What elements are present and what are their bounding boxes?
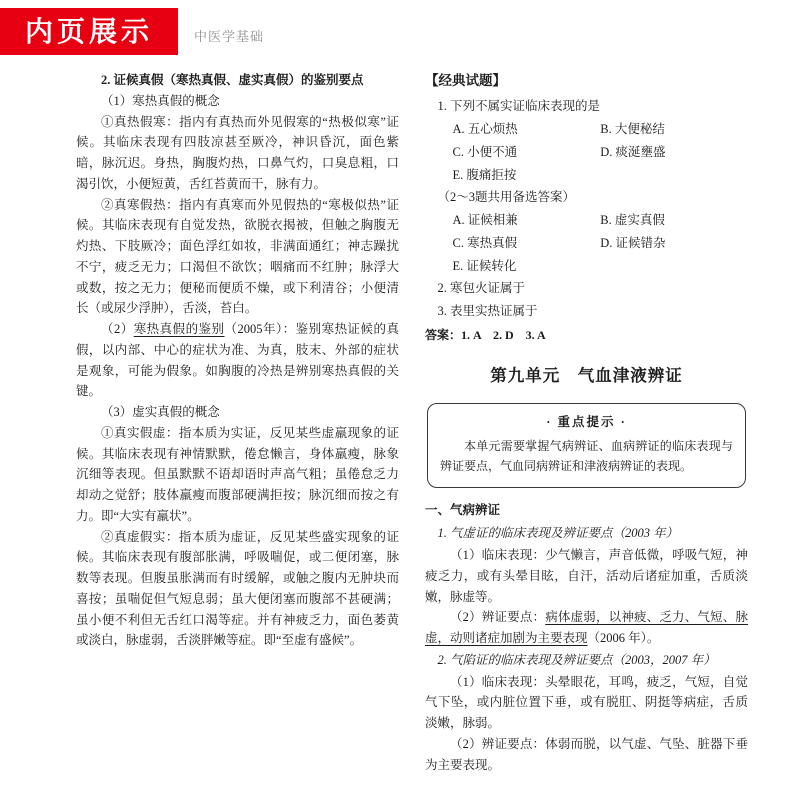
qi-deficiency-keypoints	[425, 607, 748, 649]
book-title-header: 中医学基础	[194, 29, 265, 44]
option-empty	[600, 165, 748, 186]
inner-page-badge: 内页展示	[0, 8, 178, 55]
option-row	[425, 233, 748, 254]
shared-options-note: （2～3题共用备选答案）	[437, 190, 576, 205]
text-segment: （2）	[101, 322, 134, 336]
classic-questions-header: 【经典试题】	[425, 73, 506, 88]
underlined-text-segment: 病体虚弱，以神疲、乏力、气短、脉虚，动则诸症加剧为主要表现	[425, 610, 748, 646]
option-b: B. 虚实真假	[600, 213, 665, 228]
unit-title: 第九单元 气血津液辨证	[490, 365, 683, 385]
option-row	[425, 256, 748, 277]
option-empty	[600, 256, 748, 277]
para-true-cold-false-heat: ②真寒假热：指内有真寒而外见假热的“寒极似热”证候。其临床表现有自觉发热，欲脱衣揭被，但触之胸腹无灼热、下肢厥冷；面色浮红如妆，非满面通红；神志躁扰不宁，疲乏无力；口渴但不欲饮；咽痛而不红肿；脉浮大或数，按之无力；便秘而便质不燥，或下利清谷；小便清长（或尿少浮肿），舌淡，苔白。	[76, 197, 399, 316]
left-heading: 2. 证候真假（寒热真假、虚实真假）的鉴别要点	[101, 73, 364, 87]
key-points-box	[427, 403, 746, 488]
option-a: A. 证候相兼	[452, 213, 518, 228]
question-1: 1. 下列不属实证临床表现的是	[437, 99, 601, 114]
left-sub-heading-2: （3）虚实真假的概念	[101, 405, 220, 419]
option-row	[425, 210, 748, 231]
option-e: E. 证候转化	[452, 258, 517, 273]
section-qi-disease-heading: 一、气病辨证	[425, 502, 501, 517]
option-c: C. 小便不通	[452, 144, 518, 159]
item-qi-sinking-heading: 2. 气陷证的临床表现及辨证要点（2003，2007 年）	[437, 652, 716, 667]
underlined-text-segment: 寒热真假的鉴别	[133, 322, 225, 336]
key-points-body: 本单元需要掌握气病辨证、血病辨证的临床表现与辨证要点，气血同病辨证和津液病辨证的表现。	[440, 438, 733, 474]
option-c: C. 寒热真假	[452, 235, 518, 250]
para-cold-heat-differentiation	[76, 319, 399, 402]
option-d: D. 证候错杂	[600, 235, 666, 250]
item-qi-deficiency-heading: 1. 气虚证的临床表现及辨证要点（2003 年）	[437, 526, 679, 541]
option-row	[425, 119, 748, 140]
qi-sinking-manifestation: （1）临床表现：头晕眼花，耳鸣，疲乏，气短，自觉气下坠，或内脏位置下垂，或有脱肛、阴挺等病症，舌质淡嫩，脉弱。	[425, 674, 748, 731]
option-d: D. 痰涎壅盛	[600, 144, 666, 159]
question-2: 2. 寒包火证属于	[437, 281, 526, 296]
para-true-deficiency-false-excess: ②真虚假实：指本质为虚证，反见某些盛实现象的证候。其临床表现有腹部胀满，呼吸喘促，或二便闭塞，脉数等表现。但腹虽胀满而有时缓解，或触之腹内无肿块而喜按；虽喘促但气短息弱；虽大便闭塞而腹部不甚硬满；虽小便不利但无舌红口渴等症。并有神疲乏力，面色萎黄或淡白，脉虚弱，舌淡胖嫩等症。即“至虚有盛候”。	[76, 529, 399, 648]
answers-line: 答案：1. A 2. D 3. A	[425, 327, 546, 342]
right-column	[425, 70, 748, 775]
key-points-title: · 重点提示 ·	[546, 415, 627, 430]
qi-sinking-keypoints: （2）辨证要点：体弱而脱，以气虚、气坠、脏器下垂为主要表现。	[425, 736, 748, 772]
option-row	[425, 165, 748, 186]
para-true-excess-false-deficiency: ①真实假虚：指本质为实证，反见某些虚羸现象的证候。其临床表现有神情默默，倦怠懒言，身体羸瘦，脉象沉细等表现。但虽默默不语却语时声高气粗；虽倦怠乏力却动之觉舒；肢体羸瘦而腹部硬满拒按；脉沉细而按之有力。即“大实有羸状”。	[76, 425, 399, 523]
qi-deficiency-manifestation: （1）临床表现：少气懒言，声音低微，呼吸气短，神疲乏力，或有头晕目眩，自汗，活动后诸症加重，舌质淡嫩，脉虚等。	[425, 548, 748, 604]
option-b: B. 大便秘结	[600, 122, 665, 137]
option-e: E. 腹痛拒按	[452, 167, 517, 182]
option-row	[425, 142, 748, 163]
left-sub-heading-1: （1）寒热真假的概念	[101, 93, 220, 108]
option-a: A. 五心烦热	[452, 122, 518, 137]
text-segment: （2005年）：鉴别寒热证候的真假，以内部、中心的症状为准、为真，肢末、外部的症状是观象，可能为假象。如胸腹的冷热是辨别寒热真假的关键。	[76, 322, 399, 399]
para-true-heat-false-cold: ①真热假寒：指内有真热而外见假寒的“热极似寒”证候。其临床表现有四肢凉甚至厥冷，神识昏沉，面色紫暗，脉沉迟。身热，胸腹灼热，口鼻气灼，口臭息粗，口渴引饮，小便短黄，舌红苔黄而干，脉有力。	[76, 114, 399, 191]
question-3: 3. 表里实热证属于	[437, 304, 538, 319]
two-column-page	[0, 62, 800, 775]
page-top-bar	[0, 0, 800, 62]
text-segment: （2006 年）。	[587, 631, 660, 646]
left-column	[76, 70, 399, 775]
text-segment: （2）辨证要点：	[450, 610, 546, 625]
